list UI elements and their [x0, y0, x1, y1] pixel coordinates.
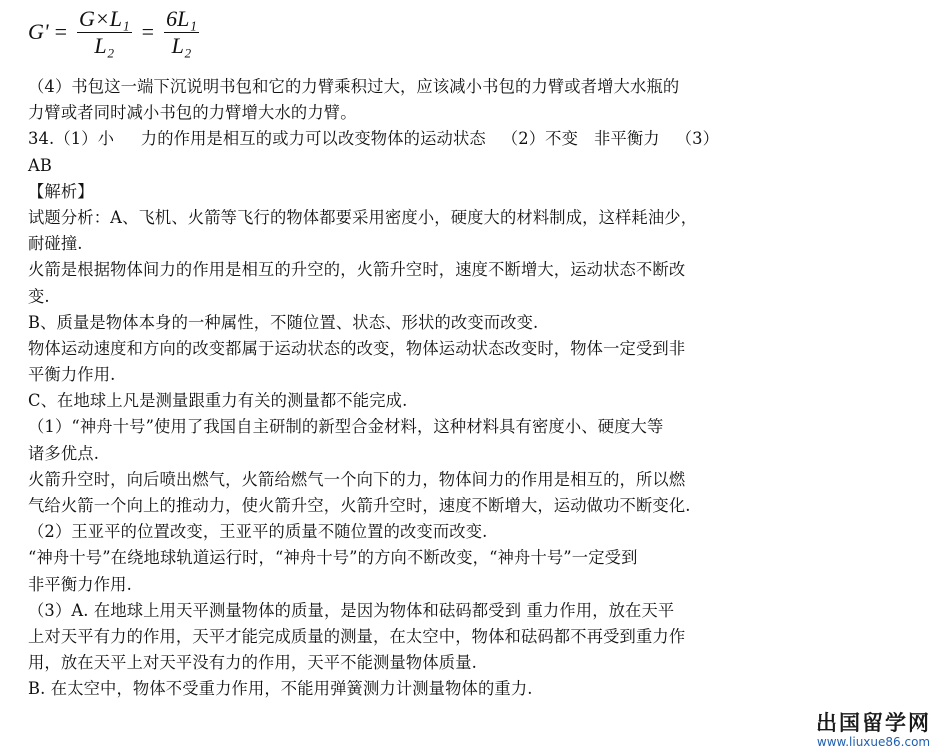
- text-line: 变.: [28, 286, 50, 306]
- answer-text: [28, 74, 908, 703]
- formula: [28, 4, 205, 60]
- text-line: 用，放在天平上对天平没有力的作用，天平不能测量物体质量.: [28, 653, 477, 673]
- site-watermark: [816, 707, 931, 749]
- text-line: C、在地球上凡是测量跟重力有关的测量都不能完成.: [28, 391, 408, 411]
- text-line: 非平衡力作用.: [28, 574, 132, 594]
- text-line: 试题分析：A、飞机、火箭等飞行的物体都要采用密度小，硬度大的材料制成，这样耗油少，: [28, 207, 698, 227]
- text-line: 火箭升空时，向后喷出燃气，火箭给燃气一个向下的力，物体间力的作用是相互的，所以燃: [28, 469, 686, 489]
- formula-lhs: G': [28, 19, 49, 44]
- formula-equals: =: [54, 19, 68, 44]
- formula-fraction-1-denominator: L₂: [94, 32, 115, 58]
- text-line: 力臂或者同时减小书包的力臂增大水的力臂。: [28, 103, 357, 123]
- text-line: 上对天平有力的作用，天平才能完成质量的测量，在太空中，物体和砝码都不再受到重力作: [28, 626, 686, 646]
- text-line: “神舟十号”在绕地球轨道运行时，“神舟十号”的方向不断改变，“神舟十号”一定受到: [28, 548, 638, 568]
- text-line: 物体运动速度和方向的改变都属于运动状态的改变，物体运动状态改变时，物体一定受到非: [28, 338, 686, 358]
- text-line: 耐碰撞.: [28, 234, 83, 254]
- text-line: AB: [28, 155, 53, 175]
- formula-fraction-1: [77, 7, 132, 58]
- text-line: （3）A. 在地球上用天平测量物体的质量，是因为物体和砝码都受到 重力作用，放在天平: [28, 600, 675, 620]
- text-line: 34.（1）小 力的作用是相互的或力可以改变物体的运动状态 （2）不变 非平衡力 （3）: [28, 129, 720, 149]
- formula-equals: =: [141, 19, 155, 44]
- text-line: B、质量是物体本身的一种属性，不随位置、状态、形状的改变而改变.: [28, 312, 539, 332]
- text-line: （4）书包这一端下沉说明书包和它的力臂乘积过大，应该减小书包的力臂或者增大水瓶的: [28, 77, 680, 96]
- text-line: 火箭是根据物体间力的作用是相互的升空的，火箭升空时，速度不断增大，运动状态不断改: [28, 260, 686, 280]
- text-line: B. 在太空中，物体不受重力作用，不能用弹簧测力计测量物体的重力.: [28, 679, 533, 699]
- text-line: （1）“神舟十号”使用了我国自主研制的新型合金材料，这种材料具有密度小、硬度大等: [28, 417, 664, 437]
- watermark-title: 出国留学网: [816, 711, 931, 735]
- formula-fraction-2-denominator: L₂: [171, 32, 192, 58]
- formula-fraction-1-numerator: G×L₁: [79, 5, 130, 31]
- section-heading: 【解析】: [28, 181, 94, 201]
- text-line: 诸多优点.: [28, 443, 100, 463]
- text-line: 平衡力作用.: [28, 365, 116, 385]
- watermark-url: www.liuxue86.com: [816, 735, 931, 749]
- text-line: 气给火箭一个向上的推动力，使火箭升空，火箭升空时，速度不断增大，运动做功不断变化.: [28, 496, 691, 515]
- text-line: （2）王亚平的位置改变，王亚平的质量不随位置的改变而改变.: [28, 522, 488, 542]
- formula-fraction-2: [164, 7, 199, 58]
- formula-fraction-2-numerator: 6L₁: [166, 5, 197, 31]
